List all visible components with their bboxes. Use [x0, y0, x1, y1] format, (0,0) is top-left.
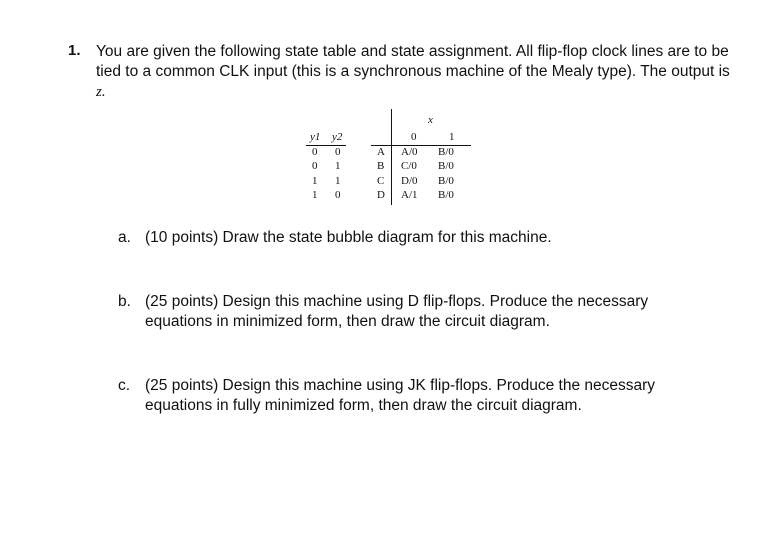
- part-a-label: a.: [118, 229, 131, 246]
- assign-row-1-y2: 1: [335, 160, 341, 172]
- state-table-header-rule: [371, 145, 471, 146]
- question-text: [96, 42, 736, 102]
- question-body: You are given the following state table and state assignment. All flip-flop clock lines are to be tied to a common CLK input (this is a synchronous machine of the Mealy type). The output is: [96, 43, 730, 80]
- part-c-text: (25 points) Design this machine using JK flip-flops. Produce the necessary equations in fully minimized form, then draw the circuit diagram.: [145, 377, 656, 414]
- assign-row-2-y1: 1: [312, 175, 318, 187]
- assign-header-y1: y1: [310, 131, 321, 143]
- assign-row-0-y1: 0: [312, 146, 318, 158]
- assign-row-1-y1: 0: [312, 160, 318, 172]
- assign-row-3-y2: 0: [335, 189, 341, 201]
- state-row-2-next1: B/0: [438, 175, 454, 187]
- state-table-vertical-rule: [391, 109, 392, 205]
- output-variable: z.: [96, 84, 106, 100]
- state-row-3-next1: B/0: [438, 189, 454, 201]
- state-row-3-next0: A/1: [401, 189, 418, 201]
- assign-row-0-y2: 0: [335, 146, 341, 158]
- state-row-3-label: D: [377, 189, 385, 201]
- state-row-2-label: C: [377, 175, 385, 187]
- state-row-1-next1: B/0: [438, 160, 454, 172]
- input-label-x: x: [428, 114, 433, 126]
- assign-row-3-y1: 1: [312, 189, 318, 201]
- state-row-1-label: B: [377, 160, 385, 172]
- state-row-2-next0: D/0: [401, 175, 418, 187]
- state-row-1-next0: C/0: [401, 160, 417, 172]
- part-a-text: (10 points) Draw the state bubble diagram for this machine.: [145, 229, 552, 246]
- part-b-text: (25 points) Design this machine using D flip-flops. Produce the necessary equations in minimized form, then draw the circuit diagram.: [145, 293, 649, 330]
- part-c-label: c.: [118, 377, 131, 394]
- state-row-0-next0: A/0: [401, 146, 418, 158]
- state-row-0-label: A: [377, 146, 385, 158]
- assign-row-2-y2: 1: [335, 175, 341, 187]
- input-value-0: 0: [411, 131, 417, 143]
- input-value-1: 1: [449, 131, 455, 143]
- question-number: 1.: [68, 42, 81, 59]
- part-b-label: b.: [118, 293, 131, 310]
- state-row-0-next1: B/0: [438, 146, 454, 158]
- assign-header-y2: y2: [332, 131, 343, 143]
